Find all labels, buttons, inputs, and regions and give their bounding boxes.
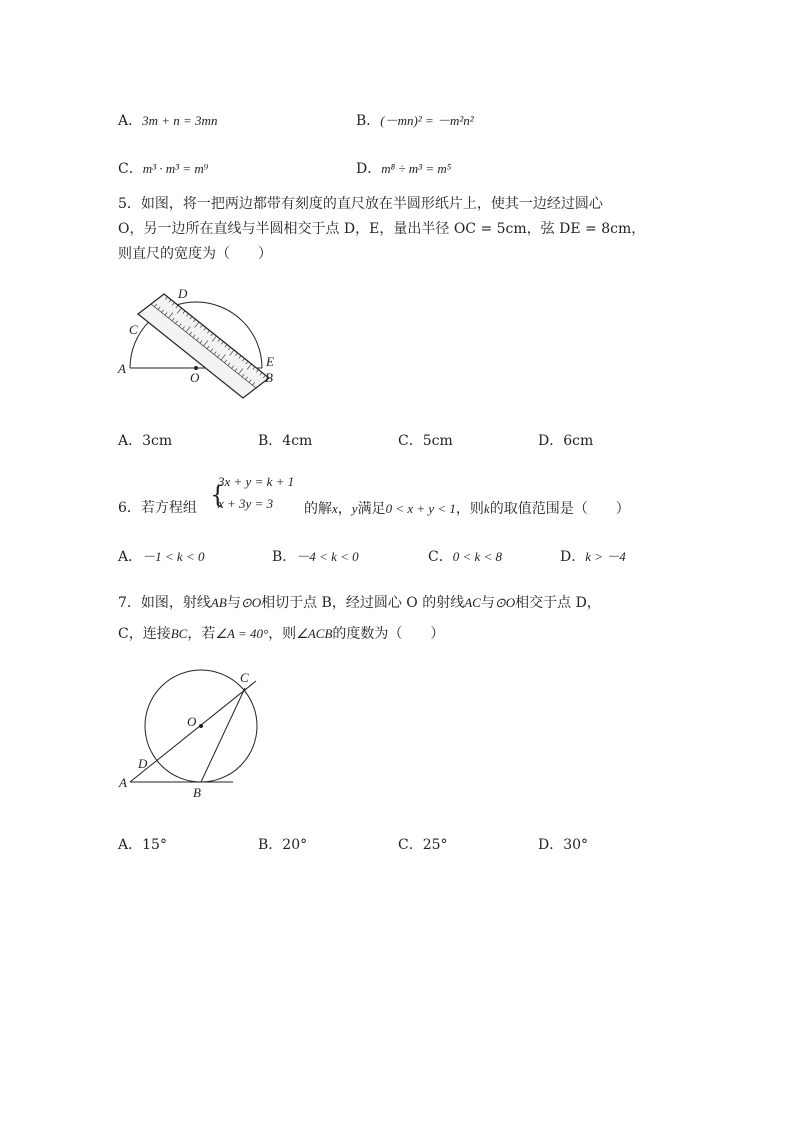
q7-ray-ac: AC bbox=[464, 595, 481, 610]
option-letter: A． bbox=[118, 549, 143, 565]
q7-text: ，则 bbox=[268, 626, 297, 642]
option-letter: B． bbox=[356, 113, 381, 129]
option-letter: B． bbox=[258, 837, 283, 853]
option-letter: C． bbox=[428, 549, 453, 565]
q7-text: C，连接 bbox=[118, 626, 171, 642]
q7-text: 相交于点 D， bbox=[515, 595, 601, 611]
q6-option-d bbox=[560, 546, 626, 566]
label-d: D bbox=[138, 756, 148, 771]
option-letter: D． bbox=[560, 549, 586, 565]
q7-option-c bbox=[398, 834, 448, 854]
center-point-o bbox=[199, 724, 203, 728]
q5-ruler-semicircle-figure bbox=[115, 282, 285, 407]
q7-angle-a: ∠A = 40° bbox=[215, 626, 269, 641]
q6-text-satisfy: 满足 bbox=[357, 501, 386, 517]
ray-ac bbox=[130, 681, 256, 782]
q7-option-d bbox=[538, 834, 588, 854]
q7-option-a bbox=[118, 834, 167, 854]
q6-text-solution: 的解 bbox=[304, 501, 332, 517]
q6-prefix: 6．若方程组 bbox=[118, 500, 197, 516]
q6-system-brace: { bbox=[210, 481, 226, 509]
q6-equation-2: x + 3y = 3 bbox=[218, 496, 274, 511]
q6-option-c bbox=[428, 546, 502, 566]
option-letter: B． bbox=[272, 549, 297, 565]
option-expression: －1 < k < 0 bbox=[142, 549, 205, 564]
q6-condition: 0 < x + y < 1 bbox=[385, 501, 456, 516]
q7-text: ，若 bbox=[187, 626, 216, 642]
option-letter: C． bbox=[398, 433, 423, 449]
option-text: 6cm bbox=[563, 433, 594, 449]
q5-option-d bbox=[538, 430, 593, 450]
q4-option-d bbox=[356, 158, 451, 178]
q4-option-c bbox=[118, 158, 208, 178]
option-expression: m³ · m³ = m⁹ bbox=[142, 161, 209, 176]
option-expression: k > －4 bbox=[585, 549, 626, 564]
option-letter: D． bbox=[538, 837, 564, 853]
option-text: 5cm bbox=[422, 433, 453, 449]
q6-var-x: x bbox=[332, 501, 338, 516]
q7-stem-line-2 bbox=[118, 621, 444, 647]
q6-equation-1: 3x + y = k + 1 bbox=[218, 474, 295, 489]
label-e: E bbox=[266, 354, 274, 369]
option-letter: D． bbox=[538, 433, 564, 449]
q7-segment-bc: BC bbox=[170, 626, 188, 641]
option-expression: 3m + n = 3mn bbox=[142, 113, 218, 128]
q7-text: 与 bbox=[480, 595, 495, 611]
label-b: B bbox=[265, 370, 273, 385]
label-d: D bbox=[178, 286, 188, 301]
option-letter: B． bbox=[258, 433, 283, 449]
option-expression: 0 < k < 8 bbox=[452, 549, 503, 564]
q5-option-c bbox=[398, 430, 453, 450]
label-c: C bbox=[240, 670, 249, 685]
q5-option-a bbox=[118, 430, 172, 450]
q5-option-b bbox=[258, 430, 312, 450]
q7-option-b bbox=[258, 834, 307, 854]
option-expression: －4 < k < 0 bbox=[296, 549, 359, 564]
q7-text: 的度数为（ ） bbox=[332, 626, 445, 642]
option-text: 25° bbox=[422, 837, 448, 853]
option-text: 3cm bbox=[142, 433, 173, 449]
option-letter: A． bbox=[118, 433, 143, 449]
option-letter: C． bbox=[398, 837, 423, 853]
q7-stem-line-1 bbox=[118, 590, 601, 616]
q5-stem-line-1: 5．如图，将一把两边都带有刻度的直尺放在半圆形纸片上，使其一边经过圆心 bbox=[118, 196, 603, 212]
option-letter: C． bbox=[118, 161, 143, 177]
option-text: 30° bbox=[563, 837, 589, 853]
q7-text: 相切于点 B，经过圆心 O 的射线 bbox=[261, 595, 465, 611]
q5-stem-line-3: 则直尺的宽度为（ ） bbox=[118, 246, 272, 262]
q7-text: 与 bbox=[226, 595, 241, 611]
q6-var-k: k bbox=[483, 501, 490, 516]
option-text: 4cm bbox=[282, 433, 313, 449]
q6-text-then: ，则 bbox=[455, 501, 484, 517]
option-letter: D． bbox=[356, 161, 382, 177]
option-expression: (－mn)² = －m²n² bbox=[380, 113, 474, 128]
label-a: A bbox=[118, 361, 126, 376]
q6-text-range: 的取值范围是（ ） bbox=[489, 501, 630, 517]
q6-option-b bbox=[272, 546, 359, 566]
q6-separator: ， bbox=[337, 501, 352, 517]
ruler-ticks-bottom bbox=[155, 304, 255, 385]
q6-option-a bbox=[118, 546, 204, 566]
label-c: C bbox=[129, 322, 138, 337]
q5-stem-line-2: O，另一边所在直线与半圆相交于点 D，E，量出半径 OC = 5cm，弦 DE = 8cm， bbox=[118, 221, 646, 237]
label-b: B bbox=[193, 785, 201, 800]
q7-ray-ab: AB bbox=[210, 595, 227, 610]
q4-option-a bbox=[118, 110, 217, 130]
option-letter: A． bbox=[118, 113, 143, 129]
option-text: 15° bbox=[142, 837, 167, 853]
option-letter: A． bbox=[118, 837, 143, 853]
q7-circle-o: ⊙O bbox=[494, 595, 516, 610]
q7-angle-acb: ∠ACB bbox=[296, 626, 333, 641]
label-o: O bbox=[187, 714, 197, 729]
option-text: 20° bbox=[282, 837, 308, 853]
label-o: O bbox=[190, 370, 200, 385]
label-a: A bbox=[119, 775, 127, 790]
q6-var-y: y bbox=[351, 501, 358, 516]
q7-circle-o: ⊙O bbox=[240, 595, 262, 610]
q7-text: 7．如图，射线 bbox=[118, 595, 211, 611]
option-expression: m⁸ ÷ m³ = m⁵ bbox=[381, 161, 452, 176]
q7-tangent-circle-figure bbox=[115, 665, 265, 805]
q4-option-b bbox=[356, 110, 474, 130]
q6-tail bbox=[304, 496, 630, 522]
